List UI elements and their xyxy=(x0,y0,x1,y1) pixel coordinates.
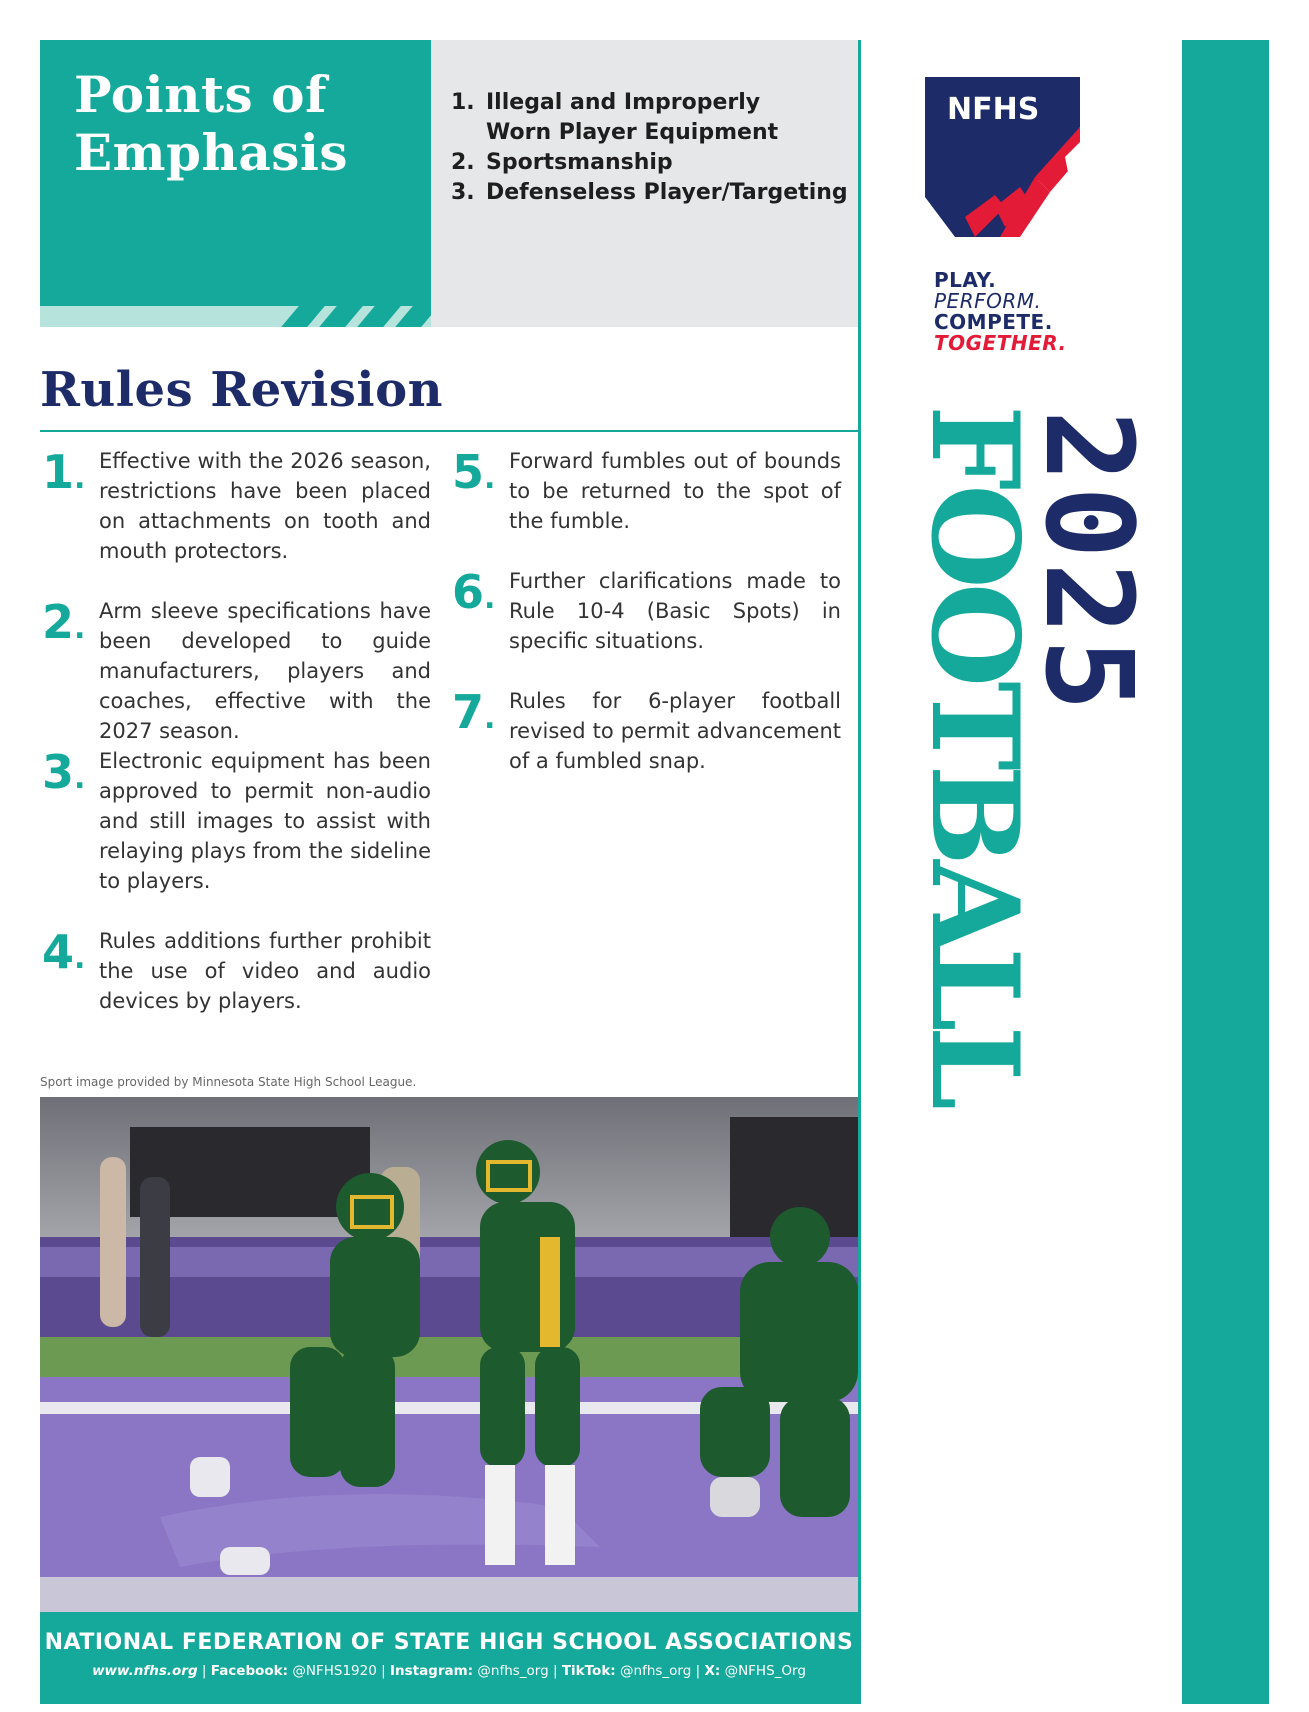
poe-title-line-1: Points of xyxy=(74,65,327,124)
right-accent-bar xyxy=(1182,40,1269,1704)
instagram-link[interactable]: @nfhs_org xyxy=(477,1663,549,1679)
rule-text: Rules additions further prohibit the use of video and audio devices by players. xyxy=(99,929,431,1013)
frame-divider xyxy=(858,40,861,1704)
sport-vertical-title: FOOTBALL xyxy=(904,405,1045,1104)
tagline xyxy=(934,270,1067,354)
tagline-play: PLAY. xyxy=(934,268,997,292)
rule-text: Effective with the 2026 season, restrictions have been placed on attachments on tooth and mouth protectors. xyxy=(99,449,431,563)
footer xyxy=(40,1612,858,1704)
points-of-emphasis-list xyxy=(451,88,848,208)
tagline-together: TOGETHER. xyxy=(934,331,1067,355)
photo-credit: Sport image provided by Minnesota State High School League. xyxy=(40,1075,417,1089)
decorative-stripe xyxy=(40,306,431,327)
points-of-emphasis-list-panel xyxy=(431,40,858,327)
x-link[interactable]: @NFHS_Org xyxy=(724,1663,806,1679)
football-photo xyxy=(40,1097,858,1612)
rules-revision-title: Rules Revision xyxy=(40,362,444,418)
rule-text: Rules for 6-player football revised to permit advancement of a fumbled snap. xyxy=(509,689,841,773)
rule-number: 1. xyxy=(42,445,86,499)
rule-number: 7. xyxy=(452,685,496,739)
rule-number: 6. xyxy=(452,565,496,619)
rule-number: 4. xyxy=(42,925,86,979)
rules-divider xyxy=(40,430,858,432)
points-of-emphasis-title xyxy=(74,66,348,182)
tagline-compete: COMPETE. xyxy=(934,310,1053,334)
points-of-emphasis-panel xyxy=(40,40,431,327)
rule-text: Electronic equipment has been approved to permit non-audio and still images to assist with relaying plays from the sideline to players. xyxy=(99,749,431,893)
stripe-slash xyxy=(319,306,363,327)
poe-item: 3. Defenseless Player/Targeting xyxy=(451,180,848,205)
footer-title: NATIONAL FEDERATION OF STATE HIGH SCHOOL ASSOCIATIONS xyxy=(44,1630,854,1655)
nfhs-logo xyxy=(925,77,1080,237)
nfhs-logo-text: NFHS xyxy=(947,92,1040,127)
year-vertical-title: 2025 xyxy=(1018,410,1157,715)
rule-text: Arm sleeve specifications have been developed to guide manufacturers, players and coaches, effective with the 2027 season. xyxy=(99,599,431,743)
stripe-slash xyxy=(281,306,325,327)
rule-text: Further clarifications made to Rule 10-4 (Basic Spots) in specific situations. xyxy=(509,569,841,653)
poe-item: 2. Sportsmanship xyxy=(451,150,673,175)
stripe-slash xyxy=(395,306,431,327)
footer-links: www.nfhs.org | Facebook: @NFHS1920 | Instagram: @nfhs_org | TikTok: @nfhs_org | X: @NFHS_Org xyxy=(92,1663,806,1679)
rule-number: 2. xyxy=(42,595,86,649)
facebook-link[interactable]: @NFHS1920 xyxy=(292,1663,377,1679)
tagline-perform: PERFORM. xyxy=(934,289,1042,313)
rule-text: Forward fumbles out of bounds to be returned to the spot of the fumble. xyxy=(509,449,841,533)
football-photo-illustration xyxy=(40,1097,858,1612)
poe-title-line-2: Emphasis xyxy=(74,123,349,182)
tiktok-link[interactable]: @nfhs_org xyxy=(620,1663,692,1679)
website-link[interactable]: www.nfhs.org xyxy=(92,1663,198,1679)
rule-number: 3. xyxy=(42,745,86,799)
rule-number: 5. xyxy=(452,445,496,499)
stripe-slash xyxy=(357,306,401,327)
poe-item: 1. Illegal and Improperly Worn Player Equipment xyxy=(451,90,779,145)
